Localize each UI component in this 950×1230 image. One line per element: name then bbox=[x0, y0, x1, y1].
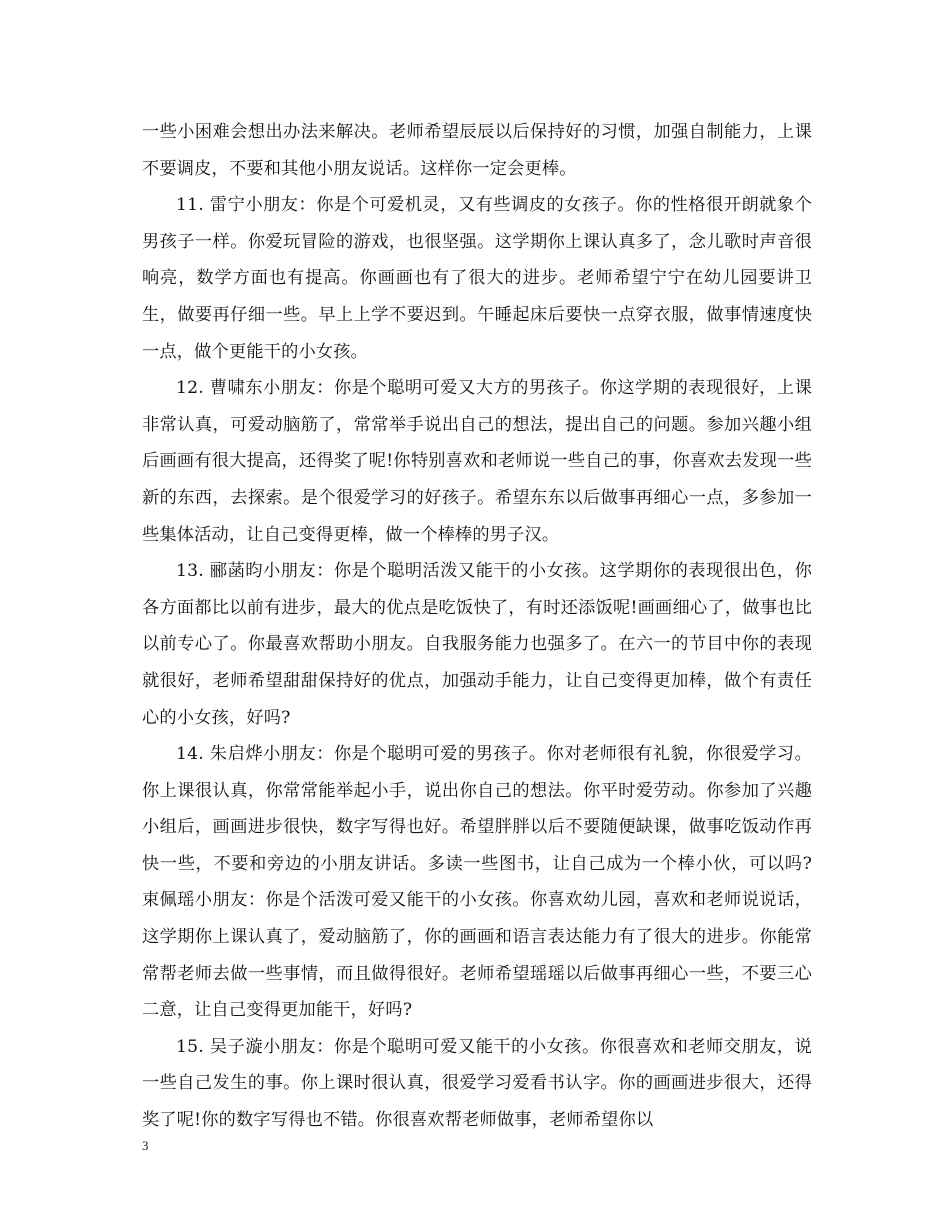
paragraph-continuation: 一些小困难会想出办法来解决。老师希望辰辰以后保持好的习惯，加强自制能力，上课不要调皮，不要和其他小朋友说话。这样你一定会更棒。 bbox=[142, 122, 812, 179]
paragraph-item-11: 11. 雷宁小朋友：你是个可爱机灵，又有些调皮的女孩子。你的性格很开朗就象个男孩子一样。你爱玩冒险的游戏，也很坚强。这学期你上课认真多了，念儿歌时声音很响亮，数学方面也有提高。你画画也有了很大的进步。老师希望宁宁在幼儿园要讲卫生，做要再仔细一些。早上上学不要迟到。午睡起床后要快一点穿衣服，做事情速度快一点，做个更能干的小女孩。 bbox=[142, 195, 812, 362]
document-body bbox=[142, 114, 812, 1139]
paragraph-item-12: 12. 曹啸东小朋友：你是个聪明可爱又大方的男孩子。你这学期的表现很好，上课非常认真，可爱动脑筋了，常常举手说出自己的想法，提出自己的问题。参加兴趣小组后画画有很大提高，还得奖了呢!你特别喜欢和老师说一些自己的事，你喜欢去发现一些新的东西，去探索。是个很爱学习的好孩子。希望东东以后做事再细心一点，多参加一些集体活动，让自己变得更棒，做一个棒棒的男子汉。 bbox=[142, 378, 812, 545]
paragraph-item-13: 13. 郦菡昀小朋友：你是个聪明活泼又能干的小女孩。这学期你的表现很出色，你各方面都比以前有进步，最大的优点是吃饭快了，有时还添饭呢!画画细心了，做事也比以前专心了。你最喜欢帮助小朋友。自我服务能力也强多了。在六一的节目中你的表现就很好，老师希望甜甜保持好的优点，加强动手能力，让自己变得更加棒，做个有责任心的小女孩，好吗? bbox=[142, 561, 812, 728]
page-number: 3 bbox=[142, 1138, 149, 1153]
paragraph-item-14: 14. 朱启烨小朋友：你是个聪明可爱的男孩子。你对老师很有礼貌，你很爱学习。你上课很认真，你常常能举起小手，说出你自己的想法。你平时爱劳动。你参加了兴趣小组后，画画进步很快，数字写得也好。希望胖胖以后不要随便缺课，做事吃饭动作再快一些，不要和旁边的小朋友讲话。多读一些图书，让自己成为一个棒小伙，可以吗?束佩瑶小朋友：你是个活泼可爱又能干的小女孩。你喜欢幼儿园，喜欢和老师说说话，这学期你上课认真了，爱动脑筋了，你的画画和语言表达能力有了很大的进步。你能常常帮老师去做一些事情，而且做得很好。老师希望瑶瑶以后做事再细心一些，不要三心二意，让自己变得更加能干，好吗? bbox=[142, 744, 812, 1021]
paragraph-item-15: 15. 吴子漩小朋友：你是个聪明可爱又能干的小女孩。你很喜欢和老师交朋友，说一些自己发生的事。你上课时很认真，很爱学习爱看书认字。你的画画进步很大，还得奖了呢!你的数字写得也不错。你很喜欢帮老师做事，老师希望你以 bbox=[142, 1036, 812, 1131]
